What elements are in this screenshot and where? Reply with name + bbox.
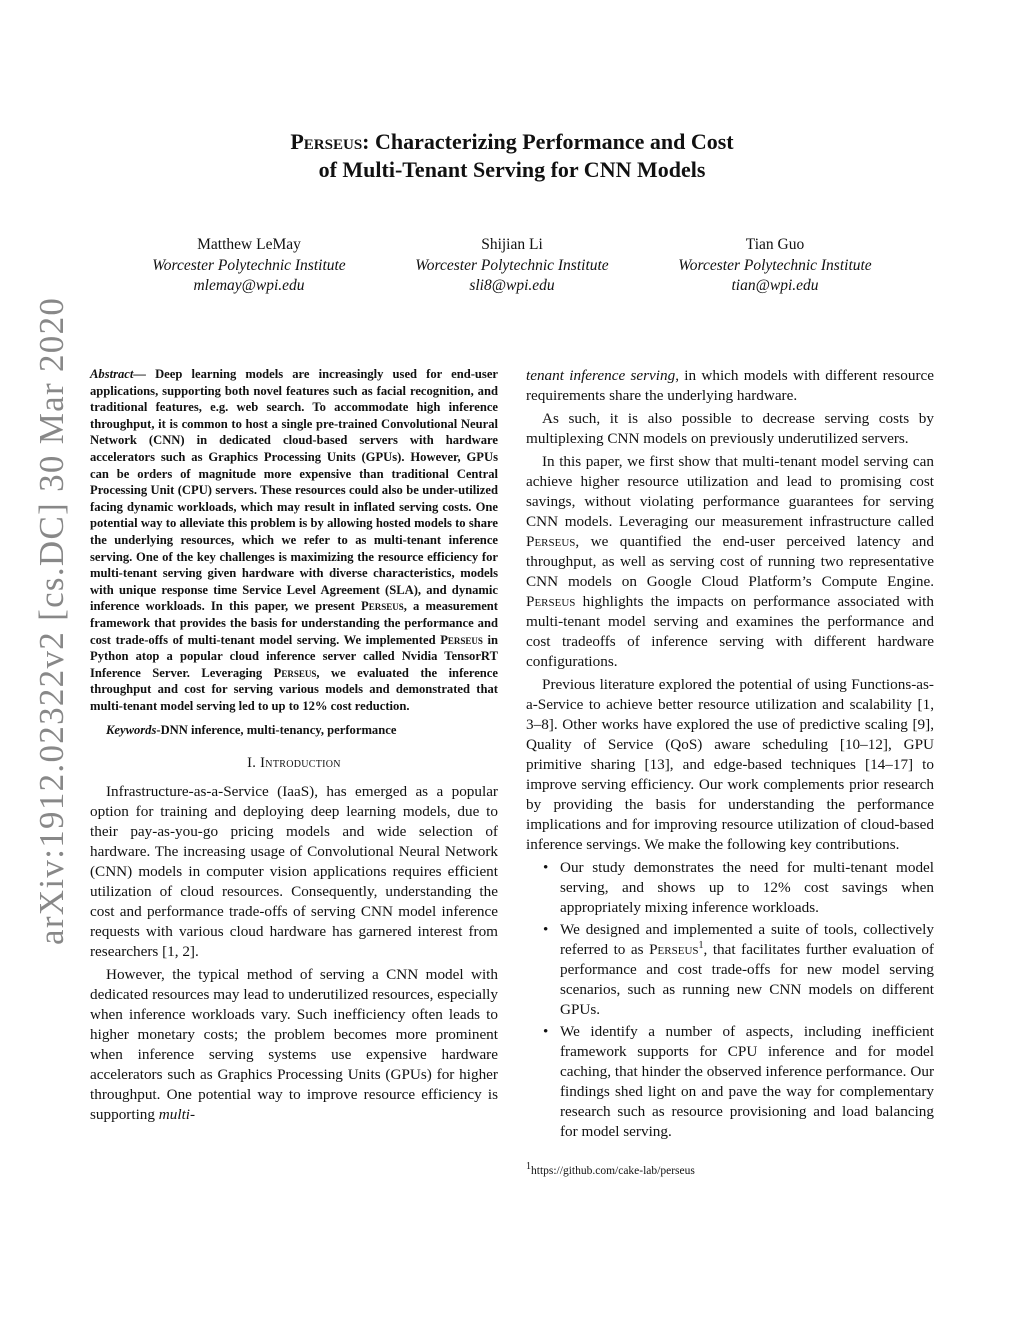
author-block-1 (99, 235, 399, 297)
perseus-name: Perseus (440, 632, 483, 647)
keywords-label: Keywords (106, 723, 157, 738)
perseus-name: Perseus (361, 599, 404, 614)
title-brand: Perseus (290, 129, 363, 154)
author-name: Tian Guo (745, 236, 805, 253)
author-block-3 (625, 235, 925, 297)
perseus-name: Perseus (526, 533, 576, 550)
paper-title (0, 128, 1024, 184)
right-column (526, 366, 934, 1178)
title-line1: : Characterizing Performance and Cost (362, 129, 734, 154)
perseus-name: Perseus (526, 593, 576, 610)
list-item: • We designed and implemented a suite of tools, collectively referred to as Perseus$^1$, that facilitates further evaluation of performance and cost trade-offs for new model serving scenarios, such as running new CNN models on different GPUs. (526, 920, 934, 1020)
paragraph: However, the typical method of serving a CNN model with dedicated resources may lead to underutilized resources, especially when inference workloads vary. Such inefficiency often leads to higher monetary costs; the problem becomes more prominent when inference serving systems use expensive hardware accelerators such as Graphics Processing Units (GPUs) for higher throughput. One potential way to improve resource efficiency is supporting multi- (90, 966, 498, 1124)
paragraph: In this paper, we first show that multi-tenant model serving can achieve higher resource utilization and lead to promising cost savings, without violating performance guarantees for serving CNN models. Leveraging our measurement infrastructure called Perseus, we quantified the end-user perceived latency and throughput, as well as serving cost of running two representative CNN models on Google Cloud Platform’s Compute Engine. Perseus highlights the impacts on performance associated with multi-tenant model serving and examines the performance and cost tradeoffs of inference serving with different hardware configurations. (526, 453, 934, 670)
footnote: $^1$https://github.com/cake-lab/perseus (526, 1161, 695, 1177)
author-affiliation: Worcester Polytechnic Institute (678, 256, 872, 274)
author-affiliation: Worcester Polytechnic Institute (152, 256, 346, 274)
author-email: sli8@wpi.edu (469, 277, 555, 294)
title-line2: of Multi-Tenant Serving for CNN Models (318, 157, 706, 182)
author-affiliation: Worcester Polytechnic Institute (415, 256, 609, 274)
paragraph: Previous literature explored the potential of using Functions-as-a-Service to achieve better resource utilization and scalability [1, 3–8]. Other works have explored the use of predictive scaling [9], Quality of Service (QoS) aware scheduling [10–12], GPU primitive sharing [13], and edge-based techniques [14–17] to improve serving efficiency. Our work complements prior research by providing the basis for understanding the performance implications and for improving resource utilization of cloud-based inference servings. We make the following key contributions. (526, 676, 934, 853)
footnote-link[interactable]: https://github.com/cake-lab/perseus (531, 1165, 695, 1177)
abstract: Abstract— Deep learning models are increasingly used for end-user applications, supporting both novel features such as facial recognition, and traditional features, e.g. web search. To accommodate high inference throughput, it is common to host a single pre-trained Convolutional Neural Network (CNN) in dedicated cloud-based servers with hardware accelerators such as Graphics Processing Units (GPUs). However, GPUs can be orders of magnitude more expensive than traditional Central Processing Unit (CPU) servers. These resources could also be under-utilized facing dynamic workloads, which may result in inflated serving costs. One potential way to alleviate this problem is by allowing hosted models to share the underlying resources, which we refer to as multi-tenant inference serving. One of the key challenges is maximizing the resource efficiency for multi-tenant serving given hardware with diverse characteristics, models with unique response time Service Level Agreement (SLA), and dynamic inference workloads. In this paper, we present Perseus, a measurement framework that provides the basis for understanding the performance and cost trade-offs of multi-tenant model serving. We implemented Perseus in Python atop a popular cloud inference server called Nvidia TensorRT Inference Server. Leveraging Perseus, we evaluated the inference throughput and cost for serving various models and demonstrated that multi-tenant model serving led to up to 12% cost reduction. (90, 367, 498, 713)
paragraph: Infrastructure-as-a-Service (IaaS), has emerged as a popular option for training and deploying deep learning models, due to their pay-as-you-go pricing models and wide selection of hardware. The increasing usage of Convolutional Neural Network (CNN) models in computer vision applications requires efficient utilization of cloud resources. Consequently, understanding the cost and performance trade-offs of serving CNN model inference requests with various cloud hardware has garnered interest from researchers [1, 2]. (90, 783, 498, 961)
author-name: Matthew LeMay (197, 236, 301, 253)
contributions-list (526, 858, 934, 1142)
list-item: • Our study demonstrates the need for multi-tenant model serving, and shows up to 12% cost savings when appropriately mixing inference workloads. (526, 858, 934, 918)
keywords: Keywords-DNN inference, multi-tenancy, performance (106, 723, 397, 738)
paragraph: tenant inference serving, in which models with different resource requirements share the underlying hardware. (526, 367, 935, 404)
author-email: tian@wpi.edu (731, 277, 819, 294)
arxiv-identifier: arXiv:1912.02322v2 [cs.DC] 30 Mar 2020 (32, 296, 71, 945)
perseus-name: Perseus (649, 941, 699, 958)
abstract-label: Abstract— (90, 367, 146, 381)
author-block-2 (362, 235, 662, 297)
author-name: Shijian Li (481, 236, 543, 253)
list-item: • We identify a number of aspects, including inefficient framework supports for CPU inference and for model caching, that hinder the observed inference performance. Our findings shed light on and pave the way for complementary research such as resource provisioning and load balancing for model serving. (526, 1022, 934, 1142)
paragraph: As such, it is also possible to decrease serving costs by multiplexing CNN models on previously underutilized servers. (526, 410, 934, 447)
section-heading-introduction: I. Introduction (247, 755, 341, 772)
footnote-ref: 1 (698, 939, 704, 951)
left-column (90, 366, 498, 1128)
author-email: mlemay@wpi.edu (193, 277, 305, 294)
perseus-name: Perseus (273, 665, 317, 680)
